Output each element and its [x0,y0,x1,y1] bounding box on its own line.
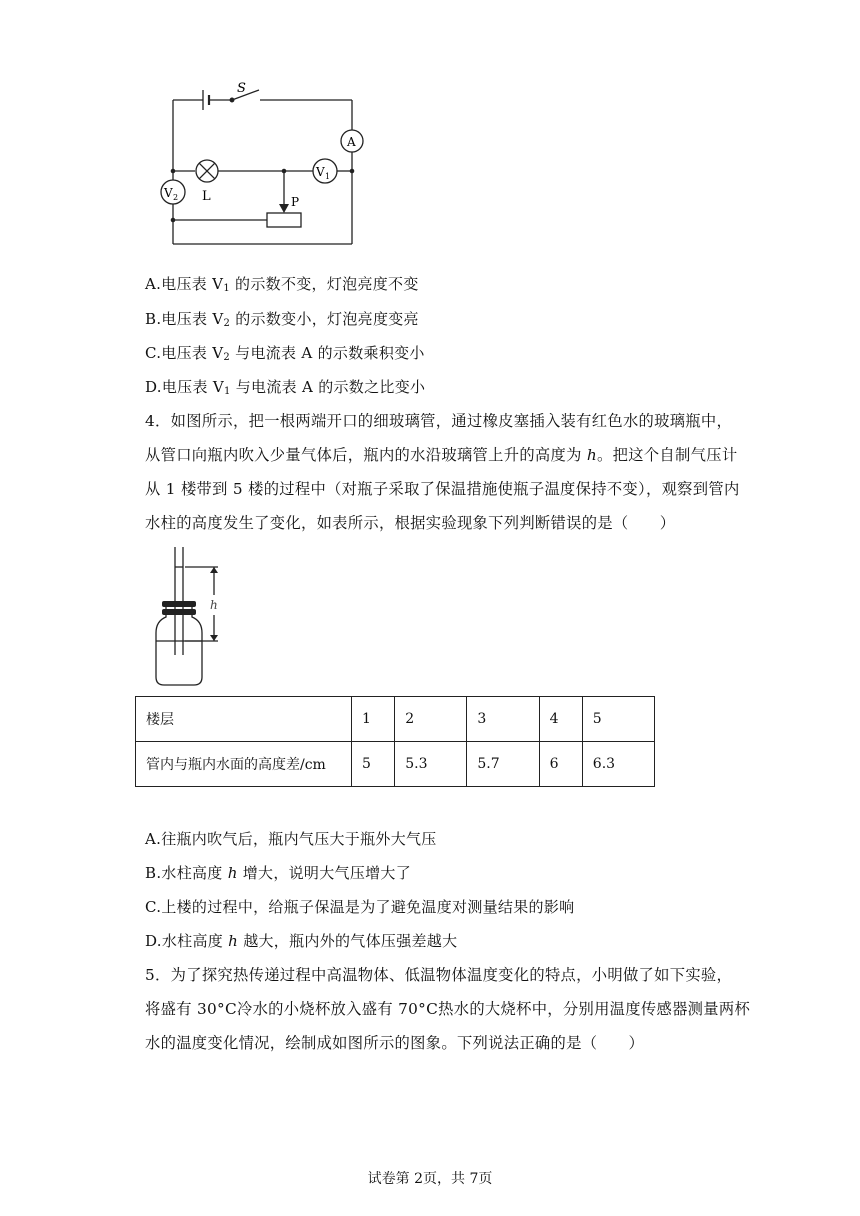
voltmeter-v1-label: V [316,165,325,179]
table-cell: 6 [539,742,582,787]
q4-stem-line-1: 4．如图所示，把一根两端开口的细玻璃管，通过橡皮塞插入装有红色水的玻璃瓶中， [145,412,733,430]
voltmeter-v1-subscript: 1 [325,172,331,181]
page-footer: 试卷第 2页，共 7页 [367,1171,493,1187]
q3-option-c: C.电压表 $V_2$ 与电流表 A 的示数乘积变小 [145,344,425,363]
q3-option-a: A.电压表 $V_1$ 的示数不变，灯泡亮度不变 [145,275,419,294]
q4-stem-line-4: 水柱的高度发生了变化，如表所示，根据实验现象下列判断错误的是（ ） [145,514,676,532]
q4-option-d: D.水柱高度 h 越大，瓶内外的气体压强差越大 [145,932,458,950]
table-header-height-diff: 管内与瓶内水面的高度差/cm [136,742,352,787]
lamp-label: L [202,189,211,204]
table-cell: 4 [539,697,582,742]
voltmeter-v2-label: V [164,186,173,200]
height-label: h [210,598,218,612]
floor-height-table [135,696,655,787]
table-row [136,697,655,742]
q4-option-c: C.上楼的过程中，给瓶子保温是为了避免温度对测量结果的影响 [145,898,575,916]
q4-stem-line-2: 从管口向瓶内吹入少量气体后，瓶内的水沿玻璃管上升的高度为 h。把这个自制气压计 [145,446,738,464]
voltmeter-v2-subscript: 2 [173,193,179,202]
table-cell: 5 [582,697,654,742]
table-cell: 5.7 [467,742,539,787]
table-cell: 5.3 [395,742,467,787]
q4-option-a: A.往瓶内吹气后，瓶内气压大于瓶外大气压 [145,830,437,848]
bottle-icon [156,605,202,685]
q5-stem-line-3: 水的温度变化情况，绘制成如图所示的图象。下列说法正确的是（ ） [145,1034,645,1052]
bottle-barometer-diagram [148,545,248,690]
switch-label: S [237,81,246,96]
ammeter-label: A [347,135,356,149]
slider-label: P [291,195,300,209]
q5-stem-line-1: 5．为了探究热传递过程中高温物体、低温物体温度变化的特点，小明做了如下实验， [145,966,733,984]
arrow-up-icon [210,567,218,573]
q4-option-b: B.水柱高度 h 增大，说明大气压增大了 [145,864,412,882]
table-header-floor: 楼层 [136,697,352,742]
rubber-stopper-icon [162,601,196,607]
table-cell: 5 [352,742,395,787]
q3-option-d: D.电压表 $V_1$ 与电流表 A 的示数之比变小 [145,378,426,397]
arrow-down-icon [210,635,218,641]
circuit-diagram [155,78,370,250]
q4-stem-line-3: 从 1 楼带到 5 楼的过程中（对瓶子采取了保温措施使瓶子温度保持不变），观察到管内 [145,480,740,498]
rheostat-icon [267,213,301,227]
table-cell: 3 [467,697,539,742]
table-cell: 2 [395,697,467,742]
q3-option-b: B.电压表 $V_2$ 的示数变小，灯泡亮度变亮 [145,310,419,329]
table-row [136,742,655,787]
table-cell: 1 [352,697,395,742]
q5-stem-line-2: 将盛有 30°C冷水的小烧杯放入盛有 70°C热水的大烧杯中，分别用温度传感器测量两杯 [145,1000,751,1018]
table-cell: 6.3 [582,742,654,787]
